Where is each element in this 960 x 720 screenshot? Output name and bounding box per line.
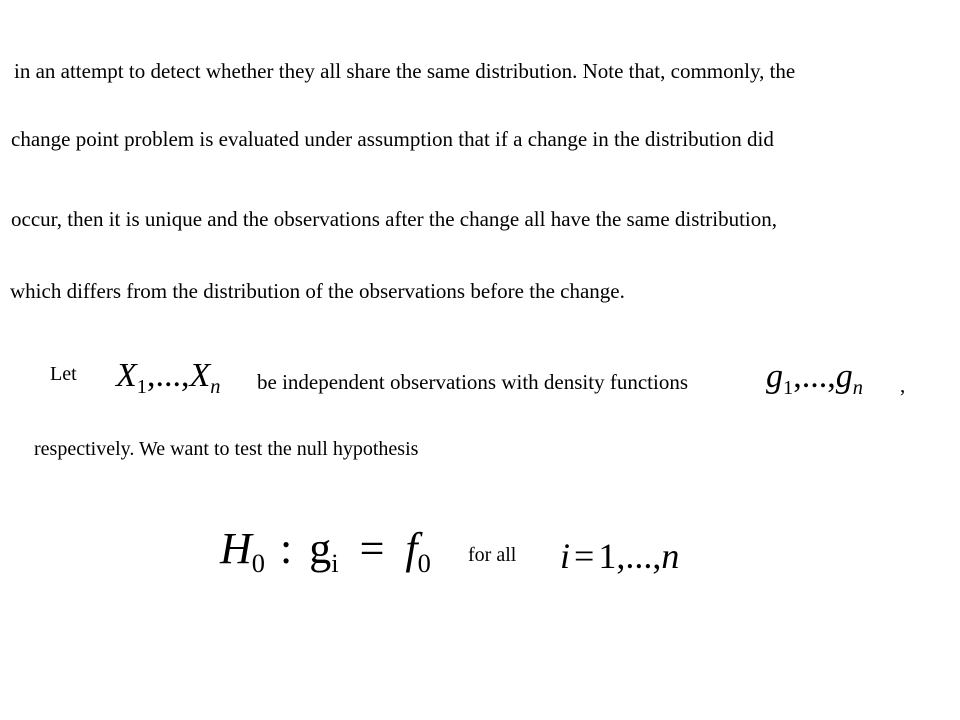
null-hypothesis-formula bbox=[220, 524, 431, 579]
trailing-comma: , bbox=[900, 373, 906, 397]
i-variable: i bbox=[560, 536, 571, 576]
range-end: n bbox=[661, 536, 680, 576]
f-variable: f bbox=[405, 524, 418, 573]
paragraph-line-1: in an attempt to detect whether they all share the same distribution. Note that, commonly, the bbox=[14, 59, 796, 83]
hypothesis-colon: : bbox=[279, 524, 293, 573]
g-subscript: i bbox=[331, 548, 339, 579]
g-last-subscript: n bbox=[852, 377, 863, 400]
range-ellipsis: ,..., bbox=[616, 536, 662, 576]
equals-sign: = bbox=[359, 524, 385, 573]
for-all-label: for all bbox=[468, 544, 517, 566]
g-first-subscript: 1 bbox=[783, 377, 794, 400]
paragraph-line-3: occur, then it is unique and the observations after the change all have the same distribution, bbox=[11, 207, 778, 231]
index-range-formula bbox=[560, 538, 679, 574]
g-ellipsis: ,..., bbox=[793, 358, 836, 395]
x-variable-last: X bbox=[189, 357, 211, 394]
range-equals: = bbox=[574, 536, 595, 576]
x-variable: X bbox=[116, 357, 137, 394]
g-variable: g bbox=[766, 358, 783, 395]
paragraph-line-4: which differs from the distribution of the observations before the change. bbox=[10, 279, 625, 303]
let-label: Let bbox=[50, 363, 77, 385]
g-sequence-formula bbox=[766, 358, 863, 400]
f-subscript: 0 bbox=[417, 548, 431, 579]
g-function: g bbox=[309, 524, 332, 573]
h-variable: H bbox=[220, 524, 252, 573]
x-ellipsis: ,..., bbox=[146, 357, 190, 394]
h-subscript: 0 bbox=[251, 548, 265, 579]
g-variable-last: g bbox=[835, 358, 853, 395]
respectively-line: respectively. We want to test the null hypothesis bbox=[34, 438, 419, 460]
x-last-subscript: n bbox=[210, 376, 221, 399]
range-start: 1 bbox=[598, 536, 617, 576]
definition-text: be independent observations with density functions bbox=[257, 370, 689, 394]
paragraph-line-2: change point problem is evaluated under assumption that if a change in the distribution did bbox=[11, 127, 774, 151]
x-first-subscript: 1 bbox=[136, 376, 147, 399]
x-sequence-formula bbox=[116, 357, 221, 399]
